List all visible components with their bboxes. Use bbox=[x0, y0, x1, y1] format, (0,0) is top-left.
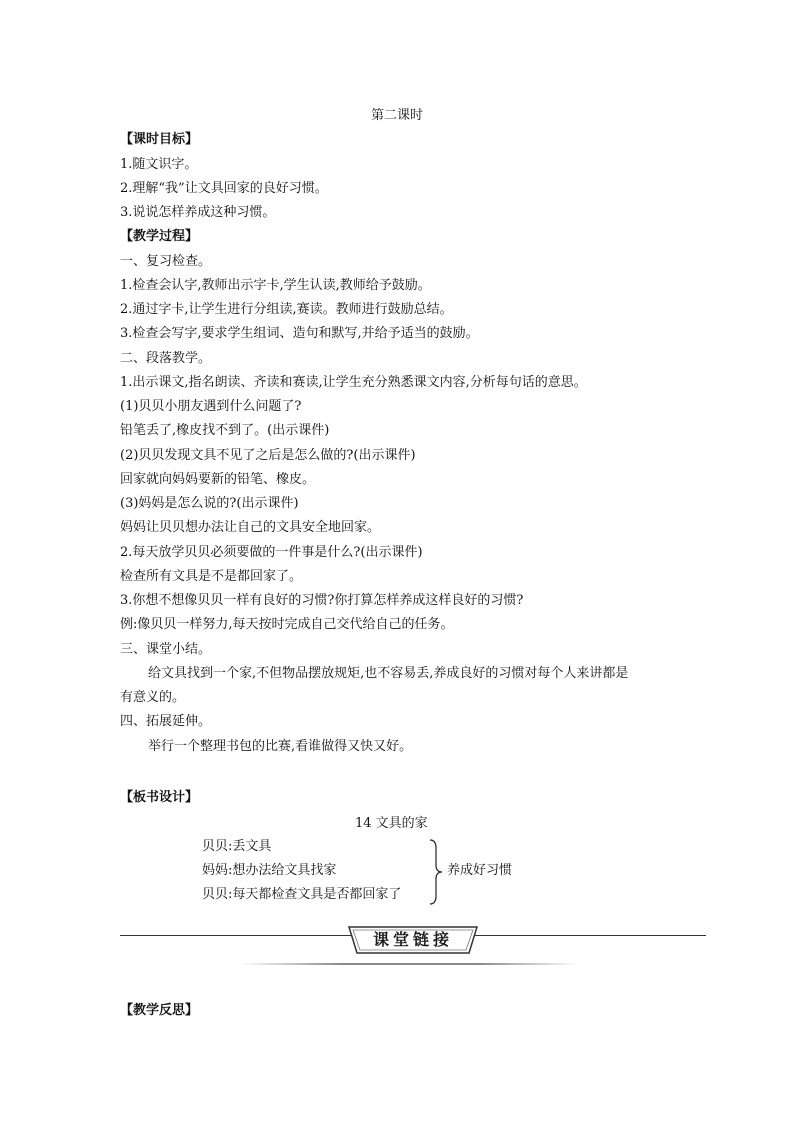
process-line: 例:像贝贝一样努力,每天按时完成自己交代给自己的任务。 bbox=[120, 617, 454, 632]
board-item: 贝贝:丢文具 bbox=[202, 839, 272, 854]
board-heading: 【板书设计】 bbox=[120, 790, 199, 805]
objectives-heading: 【课时目标】 bbox=[120, 132, 199, 147]
board-result: 养成好习惯 bbox=[447, 863, 513, 878]
board-item: 贝贝:每天都检查文具是否都回家了 bbox=[202, 887, 402, 902]
process-line: 1.出示课文,指名朗读、齐读和赛读,让学生充分熟悉课文内容,分析每句话的意思。 bbox=[120, 375, 587, 390]
process-line: 回家就向妈妈要新的铅笔、橡皮。 bbox=[120, 472, 316, 487]
banner-title: 课堂链接 bbox=[372, 930, 453, 949]
reflection-heading: 【教学反思】 bbox=[120, 1003, 199, 1018]
process-line: 二、段落教学。 bbox=[120, 351, 212, 366]
summary-paragraph: 给文具找到一个家,不但物品摆放规矩,也不容易丢,养成良好的习惯对每个人来讲都是 bbox=[148, 666, 629, 681]
process-line: 妈妈让贝贝想办法让自己的文具安全地回家。 bbox=[120, 520, 381, 535]
extension-text: 举行一个整理书包的比赛,看谁做得又快又好。 bbox=[148, 739, 413, 754]
objective-item: 2.理解“我”让文具回家的良好习惯。 bbox=[120, 181, 328, 196]
process-heading: 【教学过程】 bbox=[120, 229, 199, 244]
process-line: (1)贝贝小朋友遇到什么问题了? bbox=[120, 399, 302, 414]
summary-paragraph-continued: 有意义的。 bbox=[120, 690, 186, 705]
process-line: 三、课堂小结。 bbox=[120, 642, 212, 657]
objective-item: 3.说说怎样养成这种习惯。 bbox=[120, 205, 276, 220]
curly-brace-icon bbox=[428, 838, 444, 906]
process-line: (2)贝贝发现文具不见了之后是怎么做的?(出示课件) bbox=[120, 448, 416, 463]
extension-heading: 四、拓展延伸。 bbox=[120, 714, 212, 729]
page-title: 第二课时 bbox=[370, 108, 423, 123]
objective-item: 1.随文识字。 bbox=[120, 157, 198, 172]
process-line: 1.检查会认字,教师出示字卡,学生认读,教师给予鼓励。 bbox=[120, 278, 431, 293]
process-line: 3.你想不想像贝贝一样有良好的习惯?你打算怎样养成这样良好的习惯? bbox=[120, 593, 524, 608]
process-line: (3)妈妈是怎么说的?(出示课件) bbox=[120, 496, 299, 511]
section-banner bbox=[120, 922, 706, 972]
banner-tag bbox=[343, 926, 483, 954]
process-line: 铅笔丢了,橡皮找不到了。(出示课件) bbox=[120, 423, 330, 438]
board-item: 妈妈:想办法给文具找家 bbox=[202, 863, 337, 878]
process-line: 2.通过字卡,让学生进行分组读,赛读。教师进行鼓励总结。 bbox=[120, 302, 453, 317]
banner-underline bbox=[240, 963, 580, 965]
process-line: 3.检查会写字,要求学生组词、造句和默写,并给予适当的鼓励。 bbox=[120, 326, 479, 341]
process-line: 检查所有文具是不是都回家了。 bbox=[120, 569, 303, 584]
process-line: 2.每天放学贝贝必须要做的一件事是什么?(出示课件) bbox=[120, 545, 423, 560]
process-line: 一、复习检查。 bbox=[120, 254, 212, 269]
board-title: 14 文具的家 bbox=[355, 816, 428, 831]
